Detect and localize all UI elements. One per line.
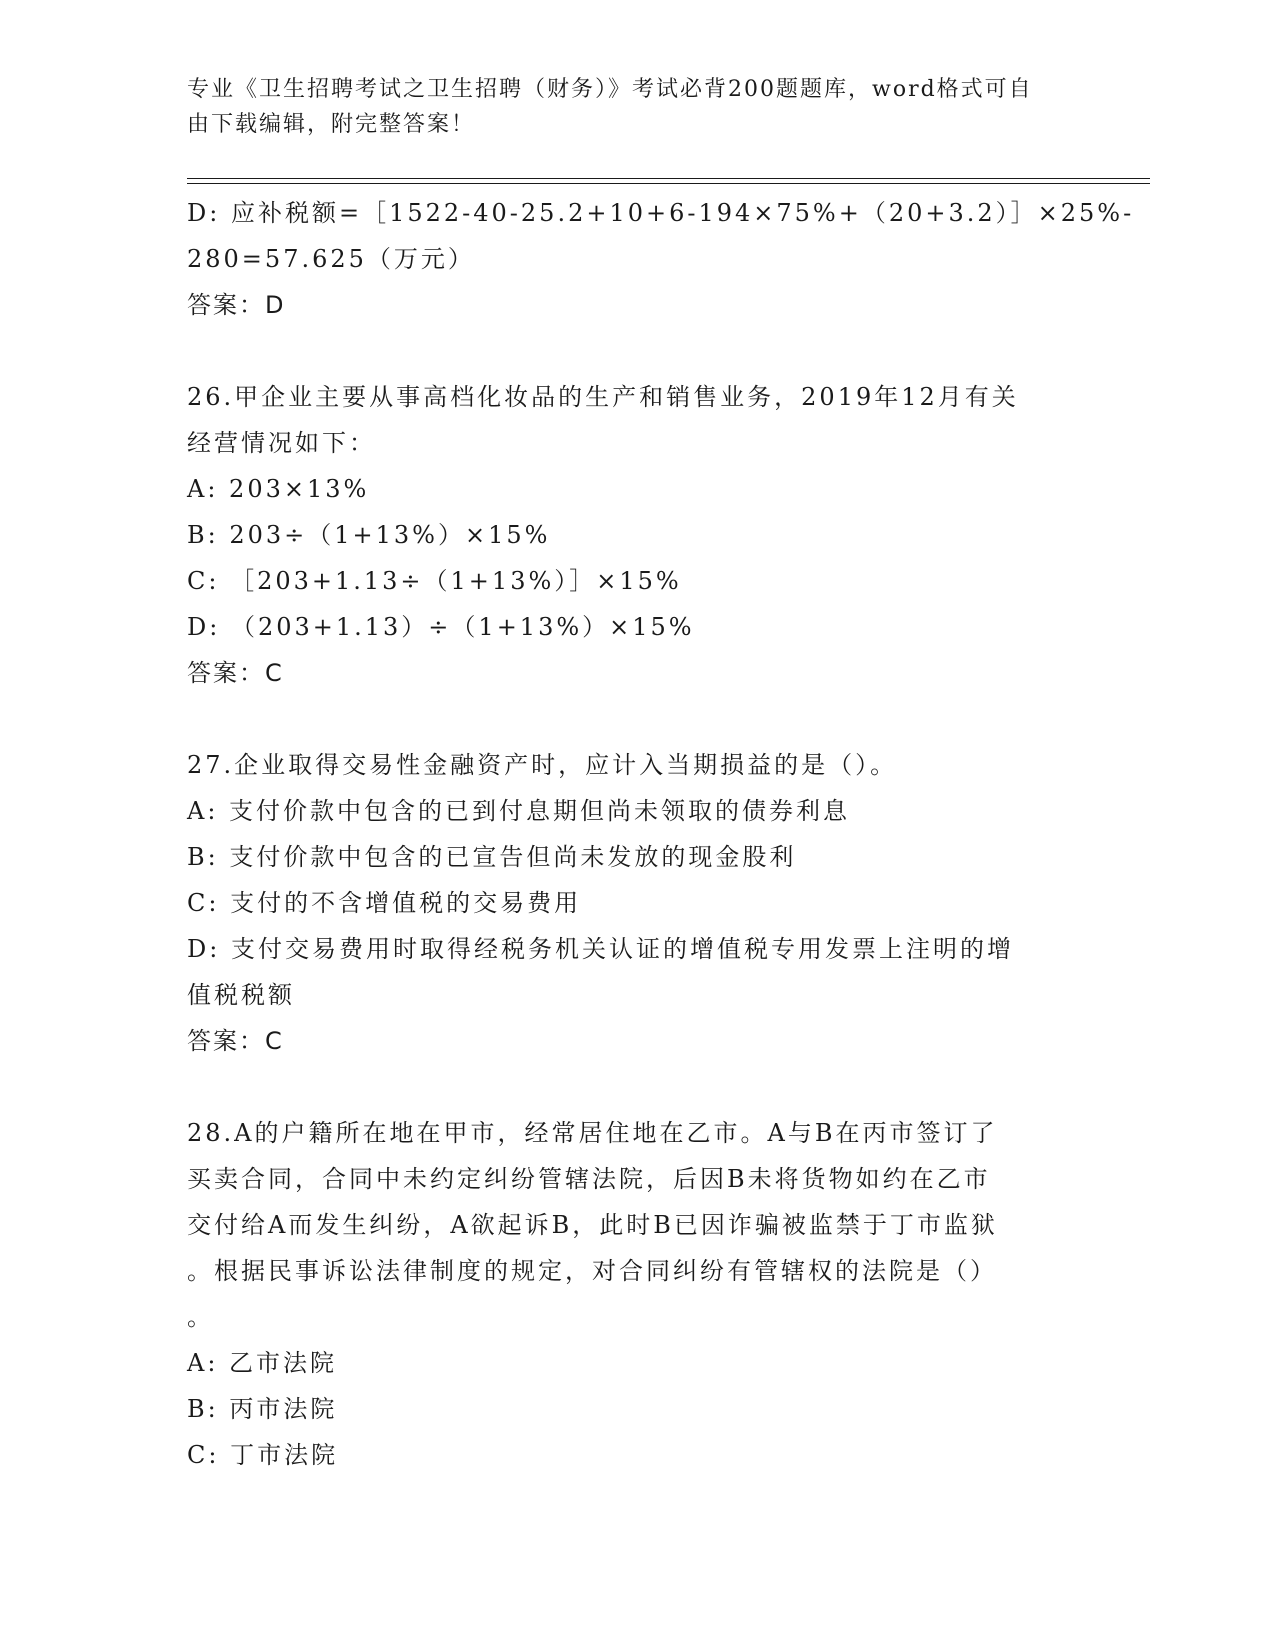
q28-stem-line-5: 。 [187, 1303, 214, 1331]
prev-answer: 答案：D [187, 291, 286, 319]
prev-option-d-line-2: 280=57.625（万元） [187, 245, 475, 273]
q28-stem-line-4: 。根据民事诉讼法律制度的规定，对合同纠纷有管辖权的法院是（） [187, 1257, 997, 1285]
q27-answer: 答案：C [187, 1027, 284, 1055]
q27-option-a: A: 支付价款中包含的已到付息期但尚未领取的债券利息 [187, 797, 851, 825]
document-header [187, 72, 1087, 142]
q28-option-b: B: 丙市法院 [187, 1395, 338, 1423]
q26-option-a: A: 203×13% [187, 475, 370, 503]
q26-option-c: C: ［203+1.13÷（1+13%）］×15% [187, 567, 682, 595]
spacer [187, 1064, 1087, 1110]
header-rule-bottom [187, 183, 1150, 184]
q28-stem-line-2: 买卖合同，合同中未约定纠纷管辖法院，后因B未将货物如约在乙市 [187, 1165, 991, 1193]
question-content [187, 190, 1135, 1478]
q27-option-d-line-2: 值税税额 [187, 981, 295, 1009]
q27-option-b: B: 支付价款中包含的已宣告但尚未发放的现金股利 [187, 843, 797, 871]
q26-stem-line-2: 经营情况如下： [187, 429, 376, 457]
q28-option-c: C: 丁市法院 [187, 1441, 339, 1469]
q28-stem-line-1: 28.A的户籍所在地在甲市，经常居住地在乙市。A与B在丙市签订了 [187, 1119, 998, 1147]
header-line-2: 由下载编辑，附完整答案！ [187, 112, 476, 137]
q27-option-d-line-1: D: 支付交易费用时取得经税务机关认证的增值税专用发票上注明的增 [187, 935, 1014, 963]
q26-stem-line-1: 26.甲企业主要从事高档化妆品的生产和销售业务，2019年12月有关 [187, 383, 1019, 411]
q26-answer: 答案：C [187, 659, 284, 687]
spacer [187, 696, 1087, 742]
spacer [187, 328, 1087, 374]
q27-stem: 27.企业取得交易性金融资产时，应计入当期损益的是（）。 [187, 751, 898, 779]
prev-option-d-line-1: D: 应补税额=［1522-40-25.2+10+6-194×75%+（20+3.2）］×25%- [187, 199, 1135, 227]
q28-stem-line-3: 交付给A而发生纠纷，A欲起诉B，此时B已因诈骗被监禁于丁市监狱 [187, 1211, 998, 1239]
header-line-1: 专业《卫生招聘考试之卫生招聘（财务）》考试必背200题题库，word格式可自 [187, 77, 1033, 102]
q26-option-b: B: 203÷（1+13%）×15% [187, 521, 551, 549]
q28-option-a: A: 乙市法院 [187, 1349, 338, 1377]
q26-option-d: D: （203+1.13）÷（1+13%）×15% [187, 613, 695, 641]
header-rule-top [187, 178, 1150, 179]
q27-option-c: C: 支付的不含增值税的交易费用 [187, 889, 582, 917]
